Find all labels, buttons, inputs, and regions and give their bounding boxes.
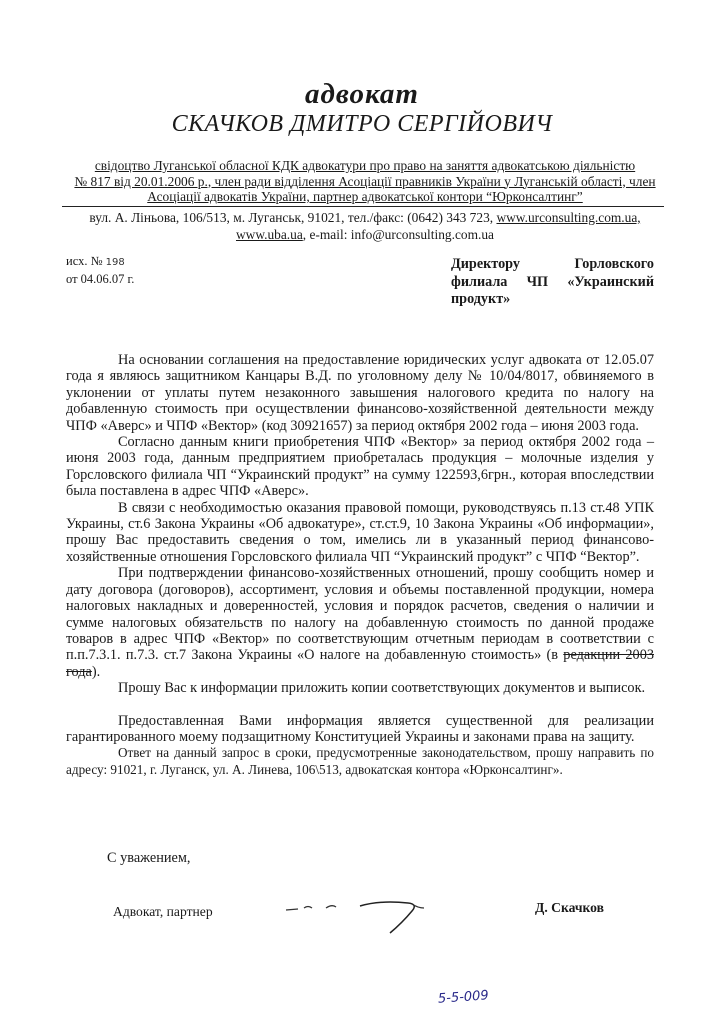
outgoing-number-block: [66, 253, 134, 287]
paragraph-3: В связи с необходимостью оказания правовой помощи, руководствуясь п.13 ст.48 УПК Украины, ст.6 Закона Украины «Об адвокатуре», ст.ст.9, 10 Закона Украины «Об информации», прошу Вас предоставить сведения о том, имелись ли в указанный период финансово-хозяйственные отношения Горсловского филиала ЧП “Украинский продукт” с ЧПФ “Вектор”.: [66, 499, 654, 565]
certificate-info: [65, 158, 665, 205]
contact-info: [65, 210, 665, 243]
cert-line-1: свідоцтво Луганської обласної КДК адвокатури про право на заняття адвокатською діяльністю: [94, 158, 636, 173]
paragraph-4-struck: редакции 2003 года: [66, 647, 654, 680]
paragraph-4-end: ).: [91, 663, 101, 680]
handwritten-signature: [282, 886, 442, 936]
paragraph-7: Ответ на данный запрос в сроки, предусмотренные законодательством, прошу направить по адресу: 91021, г. Луганск, ул. А. Линева, 106\513, адвокатская контора «Юрконсалтинг».: [66, 745, 654, 777]
header-divider: [62, 206, 664, 207]
website-link-1[interactable]: www.urconsulting.com.ua,: [496, 210, 641, 225]
handwritten-number: 198: [105, 257, 125, 268]
signer-name: Д. Скачков: [535, 900, 604, 915]
addressee-line-2: филиала ЧП «Украинский: [451, 273, 654, 290]
addressee-block: [451, 256, 654, 309]
cert-line-2: № 817 від 20.01.2006 р., член ради відділення Асоціації правників України у Луганській області, член: [74, 173, 656, 189]
signer-role: Адвокат, партнер: [113, 904, 213, 919]
lawyer-name: СКАЧКОВ ДМИТРО СЕРГІЙОВИЧ: [171, 111, 553, 137]
cert-line-3: Асоціації адвокатів України, партнер адвокатської контори “Юрконсалтинг”: [147, 189, 583, 204]
paragraph-6: Предоставленная Вами информация является существенной для реализации гарантированного моему подзащитному Конституцией Украины и законами права на защиту.: [66, 712, 654, 745]
paragraph-4-main: При подтверждении финансово-хозяйственных отношений, прошу сообщить номер и дату договора (договоров), ассортимент, условия и объемы поставленной продукции, номера налоговых накладных и доверенностей, условия и порядок расчетов, сведения о наличии и сумме налоговых обязательств по налогу на добавленную стоимость по данной продаже товаров в адрес ЧПФ «Вектор» по соответствующим отчетным периодам в соответствии с п.п.7.3.1. п.7.3. ст.7 Закона Украины «О налоге на добавленную стоимость» (в: [66, 565, 654, 664]
outgoing-date: от 04.06.07 г.: [66, 272, 135, 286]
addressee-line-1: Директору Горловского: [451, 256, 654, 272]
website-link-2[interactable]: www.uba.ua: [235, 226, 303, 242]
paragraph-5: Прошу Вас к информации приложить копии соответствующих документов и выписок.: [118, 680, 646, 697]
closing-regards: С уважением,: [107, 850, 191, 866]
addressee-line-3: продукт»: [451, 291, 511, 307]
letter-body: [66, 352, 654, 778]
address-text: вул. А. Ліньова, 106/513, м. Луганськ, 91021, тел./факс: (0642) 343 723,: [89, 210, 497, 225]
paragraph-4: [66, 565, 654, 680]
paragraph-1: На основании соглашения на предоставление юридических услуг адвоката от 12.05.07 года я являюсь защитником Канцары В.Д. по уголовному делу № 10/04/8017, обвиняемого в уклонении от уплаты путем незаконного завышения налогового кредита по налогу на добавленную стоимость при осуществлении финансово-хозяйственной деятельности между ЧПФ «Аверс» и ЧПФ «Вектор» (код 30921657) за период октября 2002 года – июня 2003 года.: [66, 352, 654, 434]
outgoing-number-label: исх. №: [66, 254, 103, 268]
paragraph-2: Согласно данным книги приобретения ЧПФ «Вектор» за период октября 2002 года – июня 2003 года, данным предприятием приобреталась продукция – молочные изделия у Горсловского филиала ЧП “Украинский продукт” на сумму 122593,6грн., которая впоследствии была поставлена в адрес ЧПФ «Аверс».: [66, 434, 654, 500]
email-text: , e-mail: info@urconsulting.com.ua: [302, 226, 494, 242]
letterhead-title: адвокат: [305, 78, 419, 110]
handwritten-date-note: 5-5-009: [437, 988, 490, 1007]
